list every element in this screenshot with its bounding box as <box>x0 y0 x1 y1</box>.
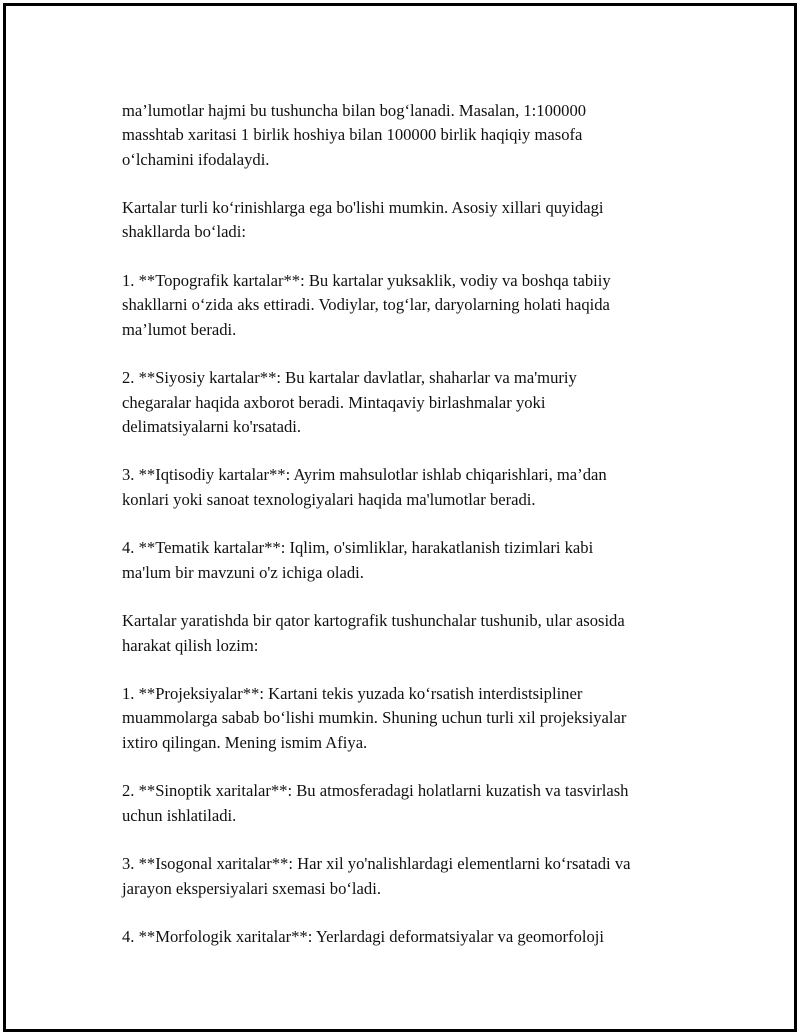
text-line: Kartalar turli ko‘rinishlarga ega bo'lishi mumkin. Asosiy xillari quyidagi <box>122 198 604 218</box>
text-line: uchun ishlatiladi. <box>122 805 237 825</box>
list-item-isogonal-maps <box>122 852 722 901</box>
text-line: shakllarda bo‘ladi: <box>122 222 246 242</box>
text-line: 4. **Tematik kartalar**: Iqlim, o'simliklar, harakatlanish tizimlari kabi <box>122 538 594 558</box>
text-line: Kartalar yaratishda bir qator kartografik tushunchalar tushunib, ular asosida <box>122 611 625 631</box>
paragraph-scale-explanation <box>122 99 722 172</box>
text-line: konlari yoki sanoat texnologiyalari haqida ma'lumotlar beradi. <box>122 489 536 509</box>
page-content <box>122 99 722 974</box>
text-line: shakllarni o‘zida aks ettiradi. Vodiylar, tog‘lar, daryolarning holati haqida <box>122 295 610 315</box>
text-line: harakat qilish lozim: <box>122 635 259 655</box>
text-line: 1. **Projeksiyalar**: Kartani tekis yuzada ko‘rsatish interdistsipliner <box>122 684 583 704</box>
paragraph-cartographic-concepts-intro <box>122 609 722 658</box>
list-item-topographic-maps <box>122 269 722 342</box>
text-line: ma'lum bir mavzuni o'z ichiga oladi. <box>122 562 364 582</box>
list-item-projections <box>122 682 722 755</box>
text-line: chegaralar haqida axborot beradi. Mintaqaviy birlashmalar yoki <box>122 392 546 412</box>
list-item-thematic-maps <box>122 536 722 585</box>
list-item-morphological-maps <box>122 925 722 949</box>
text-line: 1. **Topografik kartalar**: Bu kartalar yuksaklik, vodiy va boshqa tabiiy <box>122 271 611 291</box>
text-line: jarayon ekspersiyalari sxemasi bo‘ladi. <box>122 878 381 898</box>
text-line: 2. **Siyosiy kartalar**: Bu kartalar davlatlar, shaharlar va ma'muriy <box>122 368 577 388</box>
text-line: ma’lumotlar hajmi bu tushuncha bilan bog‘lanadi. Masalan, 1:100000 <box>122 101 587 120</box>
list-item-political-maps <box>122 366 722 439</box>
text-line: 4. **Morfologik xaritalar**: Yerlardagi deformatsiyalar va geomorfoloji <box>122 927 605 947</box>
text-line: muammolarga sabab bo‘lishi mumkin. Shuning uchun turli xil projeksiyalar <box>122 708 627 728</box>
text-line: masshtab xaritasi 1 birlik hoshiya bilan 100000 birlik haqiqiy masofa <box>122 125 583 145</box>
text-line: 3. **Isogonal xaritalar**: Har xil yo'nalishlardagi elementlarni ko‘rsatadi va <box>122 854 631 874</box>
text-line: 2. **Sinoptik xaritalar**: Bu atmosferadagi holatlarni kuzatish va tasvirlash <box>122 781 629 801</box>
page-frame <box>3 3 797 1032</box>
paragraph-map-types-intro <box>122 196 722 245</box>
text-line: ixtiro qilingan. Mening ismim Afiya. <box>122 732 368 752</box>
list-item-economic-maps <box>122 463 722 512</box>
text-line: 3. **Iqtisodiy kartalar**: Ayrim mahsulotlar ishlab chiqarishlari, ma’dan <box>122 465 607 485</box>
text-line: ma’lumot beradi. <box>122 319 237 339</box>
text-line: delimatsiyalarni ko'rsatadi. <box>122 416 302 436</box>
text-line: o‘lchamini ifodalaydi. <box>122 149 270 169</box>
list-item-synoptic-maps <box>122 779 722 828</box>
